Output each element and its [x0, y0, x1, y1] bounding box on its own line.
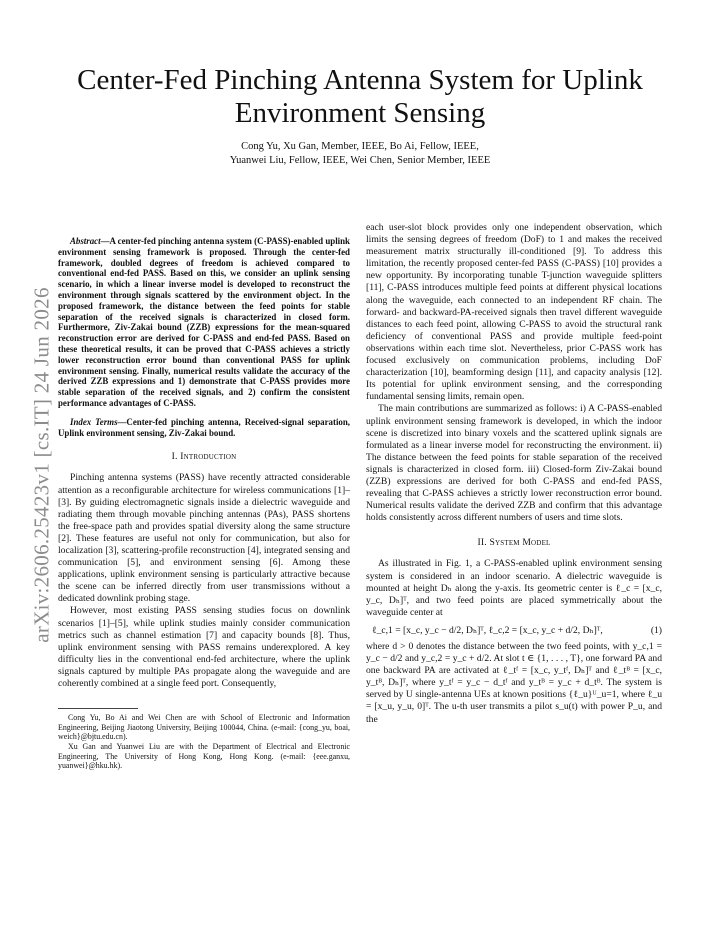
equation-1: [366, 625, 662, 637]
section-heading-introduction: [58, 451, 350, 463]
author-block: [70, 140, 650, 168]
index-terms: [58, 417, 350, 439]
system-model-paragraph-1: As illustrated in Fig. 1, a C-PASS-enabled uplink environment sensing system is considered in an indoor scenario. A dielectric waveguide is mounted at height Dₕ along the y-axis. Its geometric center is ℓ_c = [x_c, y_c, Dₕ]ᵀ, and two feed points are placed symmetrically about the waveguide center at: [366, 558, 662, 618]
contributions-paragraph: The main contributions are summarized as follows: i) A C-PASS-enabled uplink environment sensing framework is developed, in which the indoor scene is discretized into binary voxels and the scattered uplink signals are formulated as a linear inverse model for reconstructing the environment. ii) The distance between the feed points for stable separation of the received signals is characterized in closed form. iii) Closed-form Ziv-Zakai bound (ZZB) expressions are derived for both C-PASS and end-fed PASS, revealing that C-PASS achieves a strictly lower reconstruction error bound. Numerical results validate the derived ZZB and confirm that this advantage holds consistently across different numbers of users and time slots.: [366, 403, 662, 524]
index-terms-label: Index Terms: [70, 416, 118, 427]
footnote-affiliation-1: Cong Yu, Bo Ai and Wei Chen are with School of Electronic and Information Engineering, Beijing Jiaotong University, Beijing 100044, China. (e-mail: {cong_yu, boai, weich}@bjtu.edu.cn).: [58, 713, 350, 742]
footnote-divider: [58, 708, 138, 709]
arxiv-identifier: arXiv:2606.25423v1 [cs.IT] 24 Jun 2026: [29, 287, 54, 643]
system-model-paragraph-2: where d > 0 denotes the distance between the two feed points, with y_c,1 = y_c − d/2 and y_c,2 = y_c + d/2. At slot t ∈ {1, . . . , T}, one forward PA and one backward PA are activated at ℓ_tᶠ = [x_c, y_tᶠ, Dₕ]ᵀ and ℓ_tᴮ = [x_c, y_tᴮ, Dₕ]ᵀ, where y_tᶠ = y_c − d_tᶠ and y_tᴮ = y_c + d_tᴮ. The system is served by U single-antenna UEs at known positions {ℓ_u}ᵁ_u=1, where ℓ_u = [x_u, y_u, 0]ᵀ. The u-th user transmits a pilot s_u(t) with power P_u, and the: [366, 641, 662, 725]
section-title: System Model: [489, 537, 551, 549]
abstract: [58, 236, 350, 409]
intro-paragraph-3: each user-slot block provides only one independent observation, which limits the sensing degrees of freedom (DoF) to 1 and makes the received measurement matrix structurally ill-conditioned [9]. To address this limitation, the recently proposed center-fed PASS (C-PASS) [10] provides a new opportunity. By incorporating tunable T-junction waveguide splitters [11], C-PASS introduces multiple feed points at different physical locations along the waveguide, each connected to an independent RF chain. The forward- and backward-PA-received signals then travel different waveguide distances to each feed point, allowing C-PASS to avoid the structural rank deficiency of conventional PASS and provide multiple feed-point observations within each time slot. Nevertheless, prior C-PASS work has focused exclusively on communication problems, including DoF characterization [10], beamforming design [11], and capacity analysis [12]. Its potential for uplink environment sensing, and the corresponding fundamental sensing limits, remain open.: [366, 222, 662, 403]
section-heading-system-model: [366, 537, 662, 549]
footnote-affiliation-2: Xu Gan and Yuanwei Liu are with the Department of Electrical and Electronic Engineering, The University of Hong Kong, Hong Kong. (e-mail: {eee.ganxu, yuanwei}@hku.hk).: [58, 741, 350, 771]
left-column: [58, 236, 350, 771]
abstract-text: —A center-fed pinching antenna system (C-PASS)-enabled uplink environment sensing framework is proposed. Through the center-fed framework, doubled degrees of freedom is achieved compared to conventional end-fed PASS. Based on this, we consider an uplink sensing scenario, in which a linear inverse model is developed to reconstruct the environment through signals scattered by the environment object. In the proposed framework, the distance between the feed points for stable separation of the received signals is characterized in closed form. Furthermore, Ziv-Zakai bound (ZZB) expressions for the mean-squared reconstruction error are derived for C-PASS and end-fed PASS. Based on these theoretical results, it can be proved that C-PASS achieves a strictly lower reconstruction error bound than conventional PASS for uplink environment sensing. Finally, numerical results validate the accuracy of the derived ZZB expressions and 1) demonstrate that C-PASS provides more stable separation of the received signals, and 2) confirm the consistent performance advantages of C-PASS.: [58, 236, 350, 408]
arxiv-side-stamp: [22, 250, 62, 680]
author-line-2: Yuanwei Liu, Fellow, IEEE, Wei Chen, Senior Member, IEEE: [229, 155, 491, 166]
section-title: Introduction: [180, 451, 237, 463]
equation-body: ℓ_c,1 = [x_c, y_c − d/2, Dₕ]ᵀ, ℓ_c,2 = [x_c, y_c + d/2, Dₕ]ᵀ,: [372, 624, 603, 636]
section-number: II.: [477, 537, 490, 549]
right-column: [366, 222, 662, 726]
paper-title: Center-Fed Pinching Antenna System for Uplink Environment Sensing: [77, 64, 643, 129]
section-number: I.: [171, 451, 181, 463]
equation-number: (1): [650, 624, 662, 636]
index-terms-text: —Center-fed pinching antenna, Received-signal separation, Uplink environment sensing, Ziv-Zakai bound.: [58, 416, 351, 438]
abstract-label: Abstract: [70, 236, 101, 246]
footnotes: [58, 713, 350, 771]
intro-paragraph-1: Pinching antenna systems (PASS) have recently attracted considerable attention as a reconfigurable architecture for wireless communications [1]–[3]. By guiding electromagnetic signals inside a dielectric waveguide and radiating them through movable pinching antennas (PAs), PASS shortens the free-space path and provides spatial diversity along the same structure [2]. These features are useful not only for communication, but also for localization [3], scattering-profile reconstruction [4], integrated sensing and communication [5], and environment sensing [6]. Among these applications, uplink environment sensing is particularly attractive because the scene can be inferred directly from user transmissions without a dedicated downlink probing stage.: [58, 472, 350, 605]
author-line-1: Cong Yu, Xu Gan, Member, IEEE, Bo Ai, Fellow, IEEE,: [241, 141, 479, 152]
intro-paragraph-2: However, most existing PASS sensing studies focus on downlink scenarios [1]–[5], while uplink studies mainly consider communication metrics such as channel estimation [7] and capacity bounds [8]. Thus, uplink environment sensing with PASS remains underexplored. A key difficulty lies in the conventional end-fed architecture, where the uplink signals captured by multiple PAs propagate along the waveguide and are coherently combined at a single feed port. Consequently,: [58, 605, 350, 690]
